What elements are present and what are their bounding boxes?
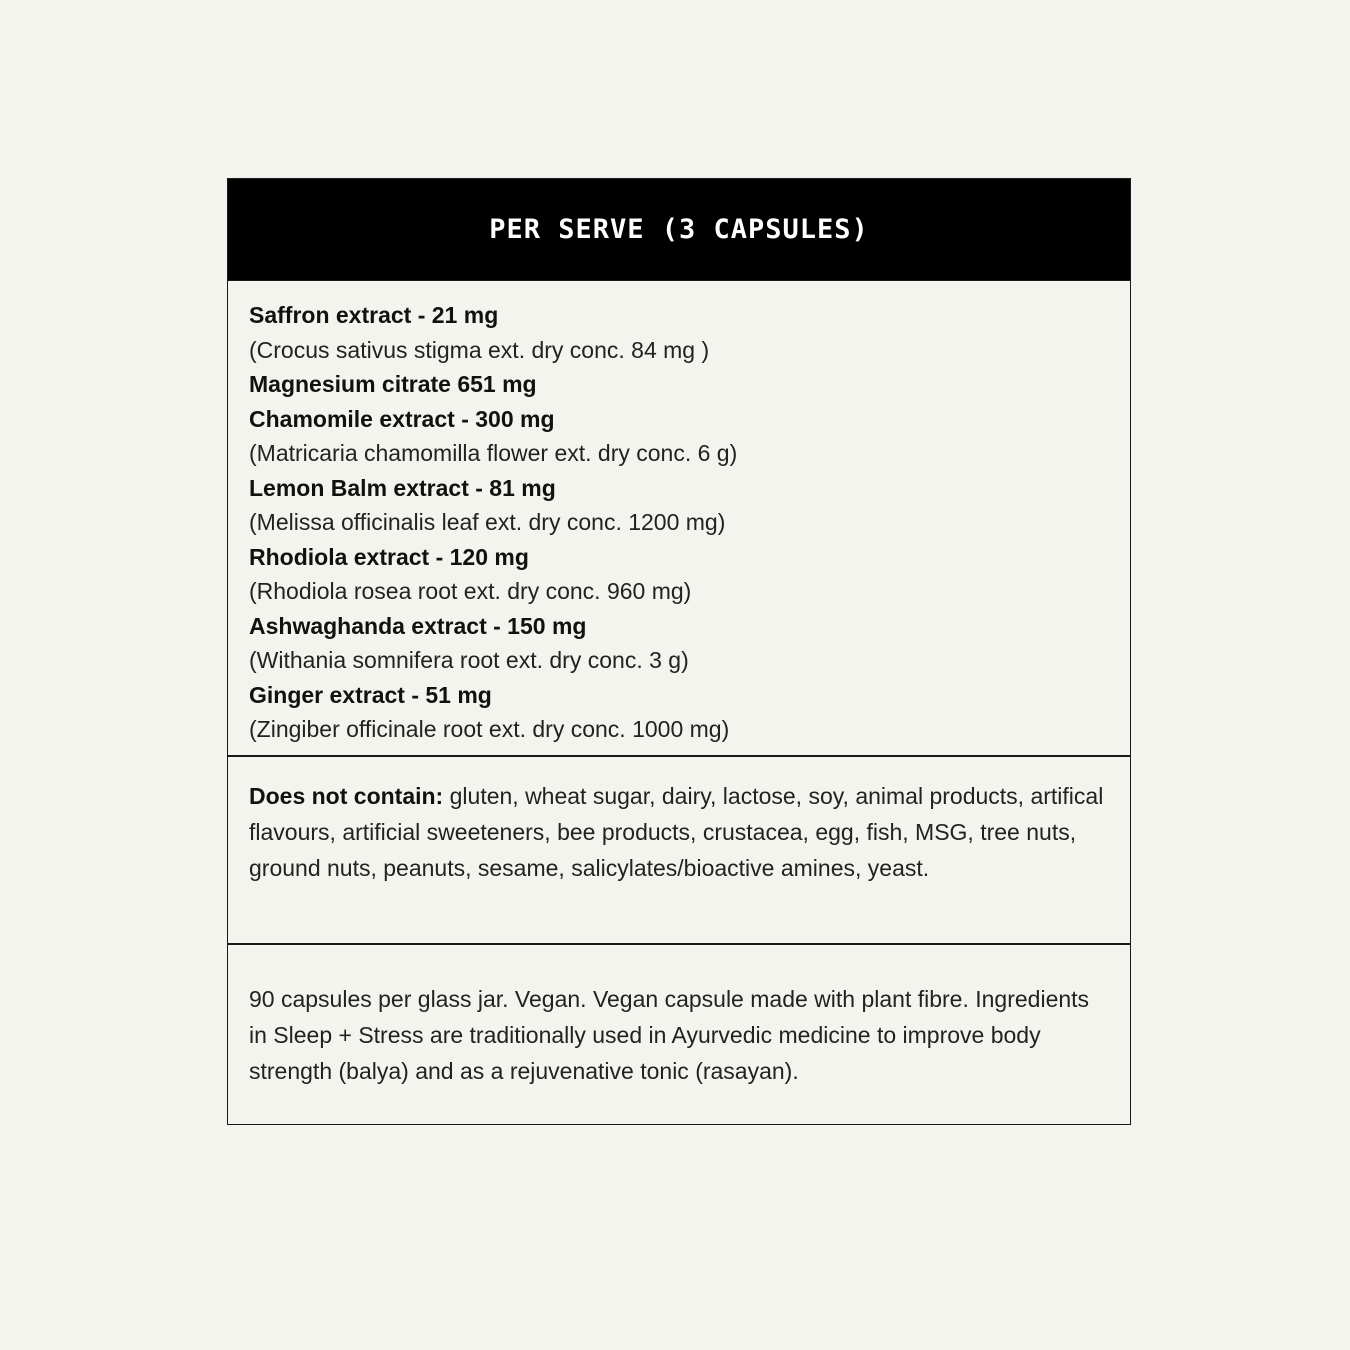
ingredient-detail: (Crocus sativus stigma ext. dry conc. 84 mg )	[249, 336, 710, 363]
allergen-list: gluten, wheat sugar, dairy, lactose, soy, animal products, artifical flavours, artificial sweeteners, bee products, crustacea, egg, fish, MSG, tree nuts, ground nuts, peanuts, sesame, salicylates/bioactive amines, yeast.	[249, 783, 1104, 881]
ingredients-section	[228, 281, 1130, 757]
ingredient-detail: (Zingiber officinale root ext. dry conc. 1000 mg)	[249, 716, 730, 742]
allergen-label: Does not contain:	[249, 783, 444, 809]
ingredient-detail: (Rhodiola rosea root ext. dry conc. 960 mg)	[249, 578, 692, 604]
ingredient-name: Rhodiola extract - 120 mg	[249, 543, 529, 570]
ingredient-name: Lemon Balm extract - 81 mg	[249, 474, 556, 501]
ingredient-name: Ashwaghanda extract - 150 mg	[249, 612, 587, 639]
ingredient-detail: (Withania somnifera root ext. dry conc. 3 g)	[249, 647, 689, 673]
ingredient-name: Chamomile extract - 300 mg	[249, 405, 555, 432]
ingredient-detail: (Melissa officinalis leaf ext. dry conc. 1200 mg)	[249, 509, 726, 535]
panel-header	[228, 179, 1130, 281]
ingredient-name: Ginger extract - 51 mg	[249, 681, 492, 708]
ingredient-detail: (Matricaria chamomilla flower ext. dry conc. 6 g)	[249, 440, 738, 466]
supplement-facts-panel	[227, 178, 1131, 1125]
allergen-section	[228, 757, 1130, 945]
ingredient-name: Saffron extract - 21 mg	[249, 302, 499, 328]
panel-title: PER SERVE (3 CAPSULES)	[489, 214, 869, 245]
ingredient-name: Magnesium citrate 651 mg	[249, 371, 537, 397]
product-notes-text: 90 capsules per glass jar. Vegan. Vegan capsule made with plant fibre. Ingredients in Sleep + Stress are traditionally used in Ayurvedic medicine to improve body strength (balya) and as a rejuvenative tonic (rasayan).	[249, 986, 1090, 1084]
product-notes	[228, 945, 1130, 1089]
